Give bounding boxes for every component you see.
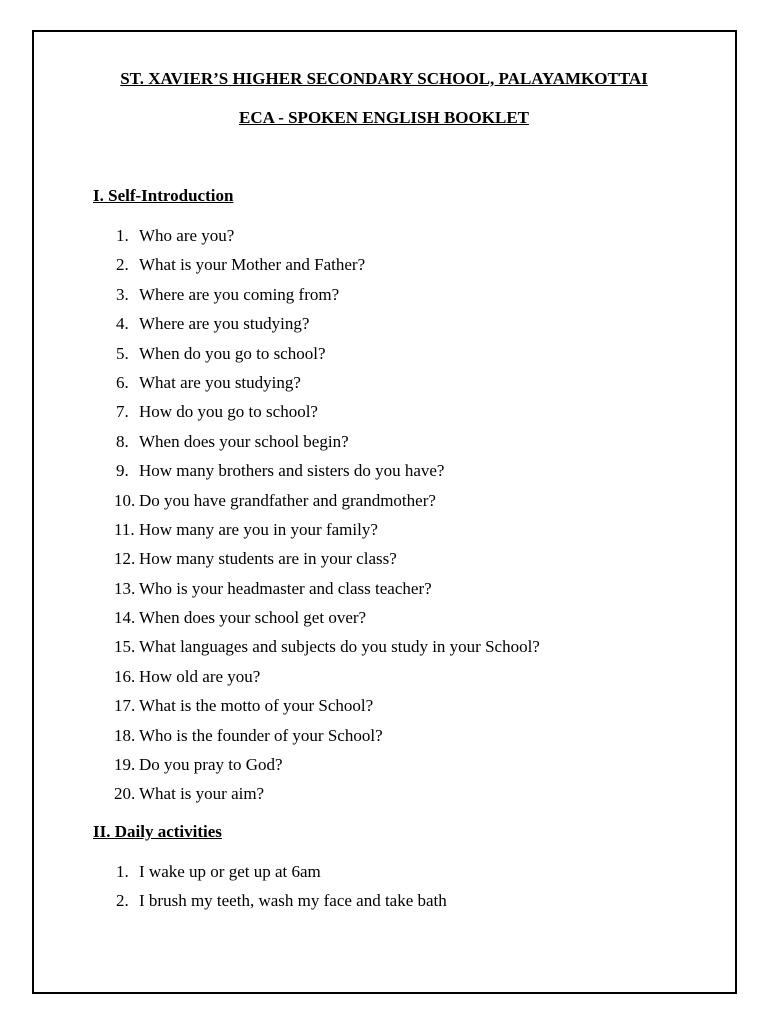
item-number: 10. — [114, 490, 136, 510]
item-text: How many brothers and sisters do you have? — [139, 461, 445, 481]
list-item — [114, 862, 447, 891]
item-number: 4. — [116, 314, 129, 334]
item-number: 6. — [116, 372, 129, 392]
item-number: 5. — [116, 343, 129, 363]
item-number: 1. — [116, 226, 129, 245]
item-number: 2. — [116, 255, 129, 275]
list-item — [114, 285, 540, 314]
list-item — [114, 344, 540, 373]
item-number: 14. — [114, 608, 136, 628]
list-item — [114, 784, 540, 813]
list-item — [114, 608, 540, 637]
item-number: 12. — [114, 549, 136, 569]
item-text: How many students are in your class? — [139, 549, 397, 569]
list-item — [114, 696, 540, 725]
item-text: Do you pray to God? — [139, 755, 283, 775]
list-item — [114, 461, 540, 490]
item-number: 17. — [114, 696, 136, 716]
item-number: 20. — [114, 784, 136, 804]
item-text: How do you go to school? — [139, 402, 318, 422]
list-item — [114, 667, 540, 696]
list-item — [114, 891, 447, 920]
item-number: 3. — [116, 284, 129, 304]
item-text: When does your school get over? — [139, 608, 367, 628]
item-text: What languages and subjects do you study in your School? — [139, 637, 540, 657]
list-item — [114, 314, 540, 343]
list-item — [114, 432, 540, 461]
item-text: What is your aim? — [139, 784, 265, 804]
self-introduction-question-list — [114, 226, 540, 814]
item-number: 16. — [114, 666, 136, 686]
item-number: 1. — [116, 862, 129, 881]
booklet-title: ECA - SPOKEN ENGLISH BOOKLET — [238, 108, 529, 127]
item-text: When does your school begin? — [139, 431, 349, 451]
item-text: I brush my teeth, wash my face and take bath — [139, 891, 447, 911]
list-item — [114, 373, 540, 402]
list-item — [114, 491, 540, 520]
item-text: I wake up or get up at 6am — [139, 862, 321, 881]
school-title: ST. XAVIER’S HIGHER SECONDARY SCHOOL, PALAYAMKOTTAI — [120, 69, 648, 88]
item-text: Where are you coming from? — [139, 284, 340, 304]
item-text: What are you studying? — [139, 372, 301, 392]
item-number: 11. — [114, 519, 135, 539]
list-item — [114, 255, 540, 284]
item-text: What is your Mother and Father? — [139, 255, 366, 275]
item-number: 18. — [114, 725, 136, 745]
list-item — [114, 637, 540, 666]
section-heading-daily-activities: II. Daily activities — [93, 822, 222, 841]
item-text: Who is the founder of your School? — [139, 725, 383, 745]
item-text: Who is your headmaster and class teacher? — [139, 578, 432, 598]
item-number: 19. — [114, 755, 136, 775]
item-number: 2. — [116, 891, 129, 911]
list-item — [114, 726, 540, 755]
item-number: 8. — [116, 431, 129, 451]
item-number: 9. — [116, 461, 129, 481]
item-text: Do you have grandfather and grandmother? — [139, 490, 436, 510]
list-item — [114, 226, 540, 255]
item-text: How many are you in your family? — [139, 519, 378, 539]
item-text: How old are you? — [139, 666, 261, 686]
list-item — [114, 755, 540, 784]
list-item — [114, 579, 540, 608]
daily-activities-list — [114, 862, 447, 921]
item-text: What is the motto of your School? — [139, 696, 374, 716]
section-heading-self-introduction: I. Self-Introduction — [93, 186, 234, 205]
list-item — [114, 549, 540, 578]
item-text: Where are you studying? — [139, 314, 310, 334]
item-number: 13. — [114, 578, 136, 598]
list-item — [114, 520, 540, 549]
item-number: 7. — [116, 402, 129, 422]
item-text: Who are you? — [139, 226, 235, 245]
item-text: When do you go to school? — [139, 343, 326, 363]
list-item — [114, 402, 540, 431]
item-number: 15. — [114, 637, 136, 657]
